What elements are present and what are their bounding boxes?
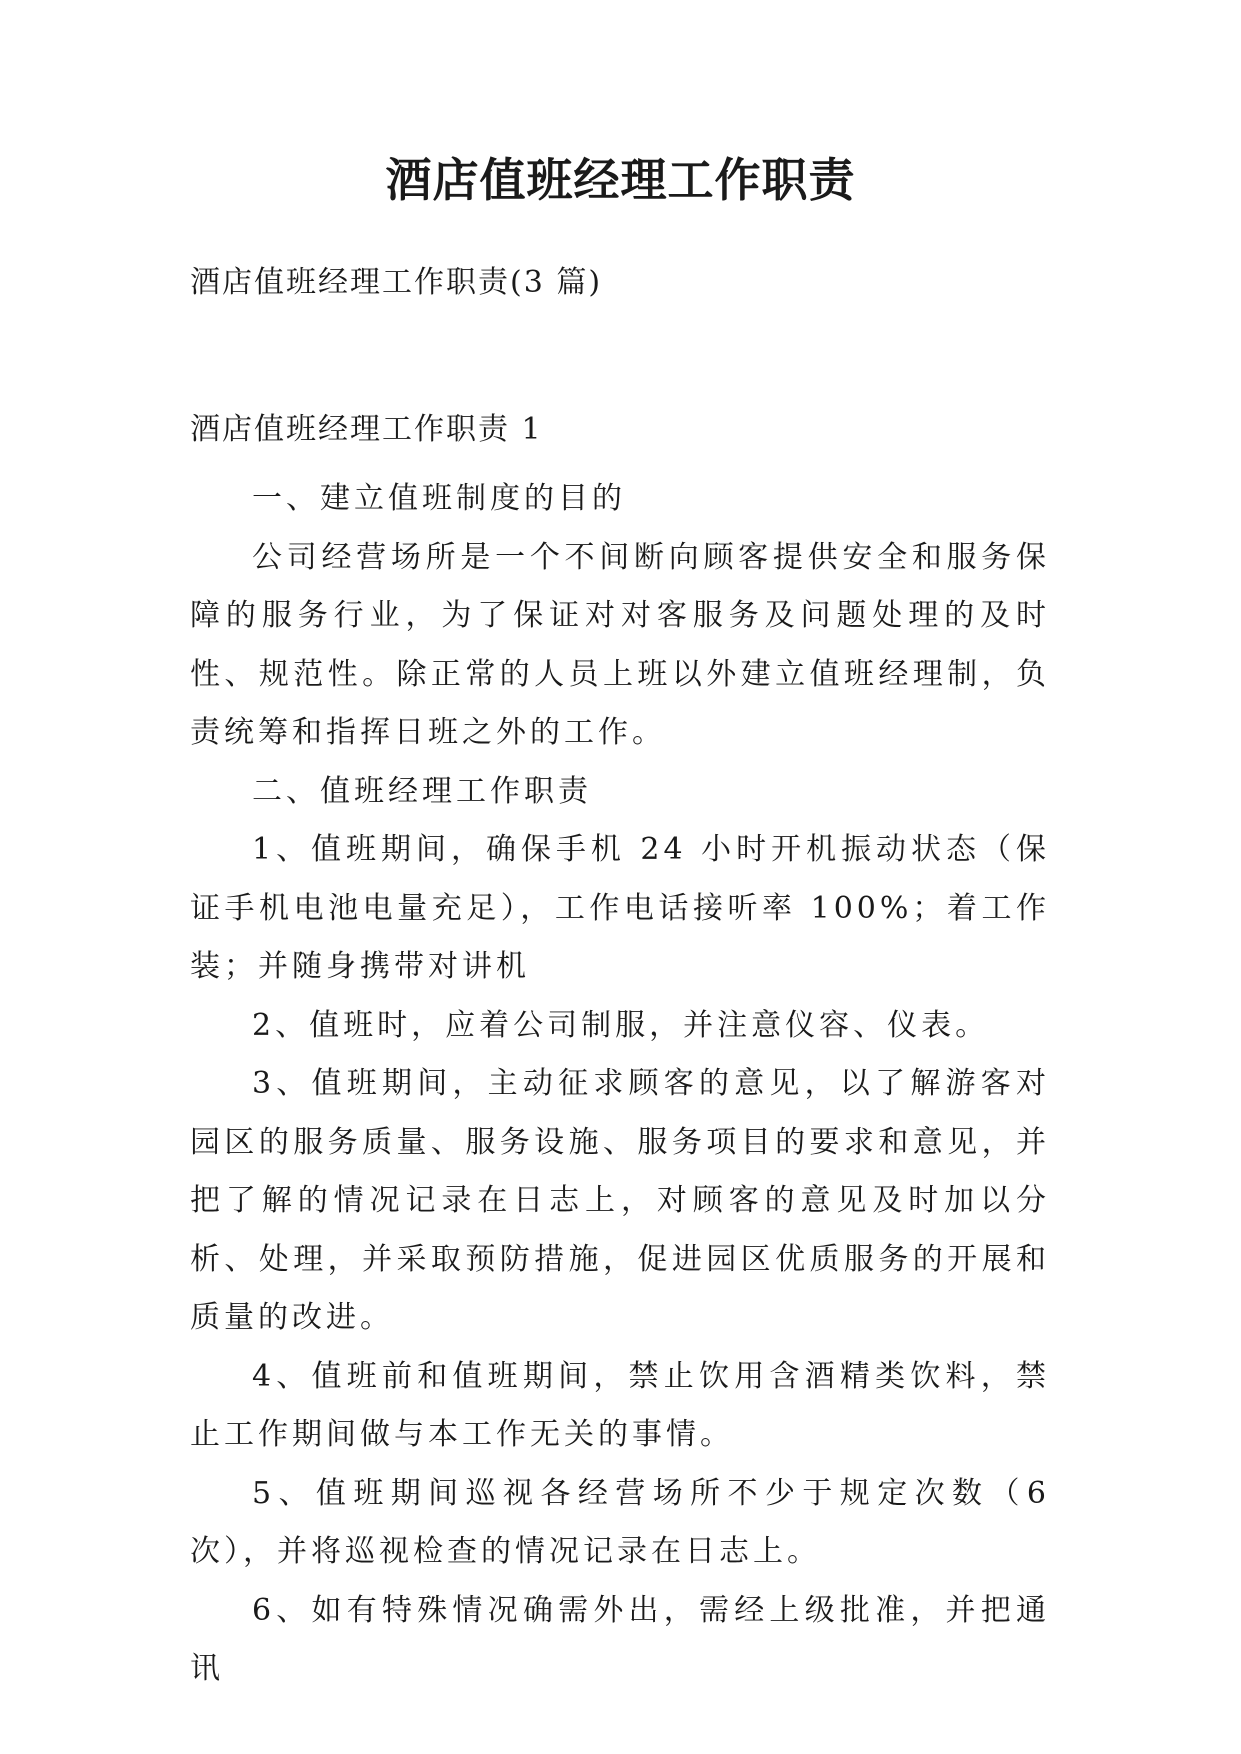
document-subtitle: 酒店值班经理工作职责(3 篇): [190, 265, 603, 300]
duty-item-5: 5、值班期间巡视各经营场所不少于规定次数（6 次），并将巡视检查的情况记录在日志上。: [190, 1475, 1050, 1569]
paragraph-purpose: 公司经营场所是一个不间断向顾客提供安全和服务保障的服务行业，为了保证对对客服务及问题处理的及时性、规范性。除正常的人员上班以外建立值班经理制，负责统筹和指挥日班之外的工作。: [190, 539, 1050, 750]
duty-item-1: 1、值班期间，确保手机 24 小时开机振动状态（保证手机电池电量充足），工作电话接听率 100%；着工作装；并随身携带对讲机: [190, 832, 1050, 984]
document-title: 酒店值班经理工作职责: [385, 153, 856, 207]
duty-item-4: 4、值班前和值班期间，禁止饮用含酒精类饮料，禁止工作期间做与本工作无关的事情。: [190, 1358, 1050, 1452]
heading-purpose: 一、建立值班制度的目的: [252, 481, 626, 516]
duty-item-2: 2、值班时，应着公司制服，并注意仪容、仪表。: [252, 1007, 990, 1043]
section-heading: 酒店值班经理工作职责 1: [190, 412, 543, 447]
document-body: [190, 470, 1050, 1699]
heading-duties: 二、值班经理工作职责: [252, 773, 592, 809]
duty-item-3: 3、值班期间，主动征求顾客的意见，以了解游客对园区的服务质量、服务设施、服务项目的要求和意见，并把了解的情况记录在日志上，对顾客的意见及时加以分析、处理，并采取预防措施，促进园区优质服务的开展和质量的改进。: [190, 1066, 1050, 1335]
duty-item-6: 6、如有特殊情况确需外出，需经上级批准，并把通讯: [190, 1592, 1050, 1686]
